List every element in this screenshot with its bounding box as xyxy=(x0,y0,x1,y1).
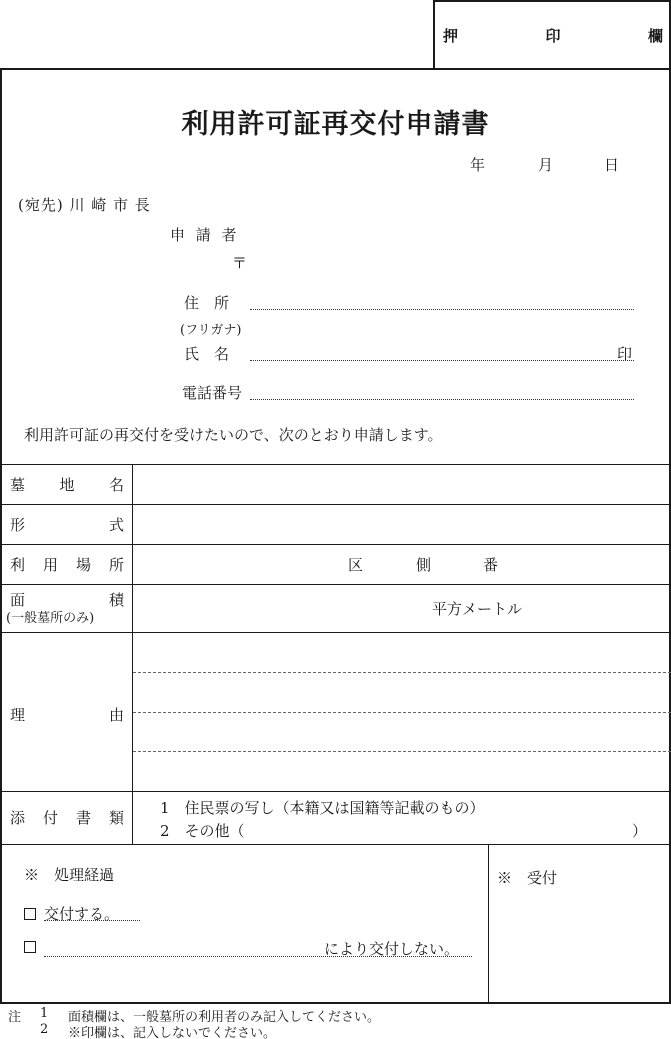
applicant-heading: 申 請 者 xyxy=(170,226,240,244)
type-label: 形 式 xyxy=(10,516,124,534)
row-rule xyxy=(0,504,671,505)
row-rule xyxy=(0,844,671,845)
application-statement: 利用許可証の再交付を受けたいので、次のとおり申請します。 xyxy=(24,426,443,444)
option-refuse[interactable] xyxy=(24,938,44,956)
row-rule xyxy=(0,632,671,633)
address-label: 住 所 xyxy=(184,294,230,312)
cemetery-name-label: 墓 地 名 xyxy=(10,476,124,494)
phone-field[interactable] xyxy=(250,399,634,400)
phone-label: 電話番号 xyxy=(182,384,243,402)
seal-mark: 印 xyxy=(617,345,633,363)
name-field[interactable] xyxy=(250,360,634,361)
row-rule xyxy=(0,791,671,792)
table-top-rule xyxy=(0,464,671,465)
attachments-label: 添 付 書 類 xyxy=(10,809,124,827)
address-field[interactable] xyxy=(250,309,634,310)
attachment-item-2-close: ） xyxy=(632,822,648,840)
reception-heading: ※ 受付 xyxy=(497,869,558,887)
addressee: (宛先) 川 崎 市 長 xyxy=(18,196,151,214)
date-month-label[interactable]: 月 xyxy=(538,156,554,174)
postal-mark: 〒 xyxy=(232,254,248,272)
issue-checkbox[interactable] xyxy=(24,908,36,920)
option-issue-underline xyxy=(44,920,140,921)
location-side-unit[interactable]: 側 xyxy=(416,556,432,574)
row-rule xyxy=(0,584,671,585)
reason-line[interactable] xyxy=(133,751,671,752)
location-label: 利 用 場 所 xyxy=(10,556,124,574)
location-ward-unit[interactable]: 区 xyxy=(348,556,364,574)
attachment-item-2[interactable]: 2 その他（ xyxy=(160,822,245,840)
name-label: 氏 名 xyxy=(184,345,230,363)
note-2: ※印欄は、記入しないでください。 xyxy=(68,1026,277,1039)
date-day-label[interactable]: 日 xyxy=(604,156,620,174)
processing-heading: ※ 処理経過 xyxy=(24,866,115,884)
row-rule xyxy=(0,544,671,545)
stamp-label: 押 印 欄 xyxy=(443,27,663,45)
option-refuse-underline[interactable] xyxy=(44,956,472,957)
area-note: (一般墓所のみ) xyxy=(6,611,95,626)
type-field[interactable] xyxy=(134,506,669,542)
reason-label: 理 由 xyxy=(10,706,124,724)
reason-line[interactable] xyxy=(133,672,671,673)
note-1-number: 1 xyxy=(40,1006,49,1021)
table-label-divider xyxy=(132,464,133,844)
date-year-label[interactable]: 年 xyxy=(470,156,486,174)
note-1: 面積欄は、一般墓所の利用者のみ記入してください。 xyxy=(68,1010,381,1025)
cemetery-name-field[interactable] xyxy=(134,466,669,502)
area-label: 面 積 xyxy=(10,591,124,609)
processing-divider xyxy=(488,844,489,1004)
form-title: 利用許可証再交付申請書 xyxy=(181,109,490,140)
notes-prefix: 注 xyxy=(8,1010,22,1025)
attachment-item-1: 1 住民票の写し（本籍又は国籍等記載のもの） xyxy=(160,799,485,817)
note-2-number: 2 xyxy=(40,1022,49,1037)
area-unit[interactable]: 平方メートル xyxy=(432,600,523,618)
location-number-unit[interactable]: 番 xyxy=(483,556,499,574)
refuse-checkbox[interactable] xyxy=(24,941,36,953)
option-refuse-text: により交付しない。 xyxy=(324,940,460,958)
furigana-label: (フリガナ) xyxy=(180,323,242,338)
reason-line[interactable] xyxy=(133,712,671,713)
option-issue-text: 交付する。 xyxy=(44,905,120,923)
